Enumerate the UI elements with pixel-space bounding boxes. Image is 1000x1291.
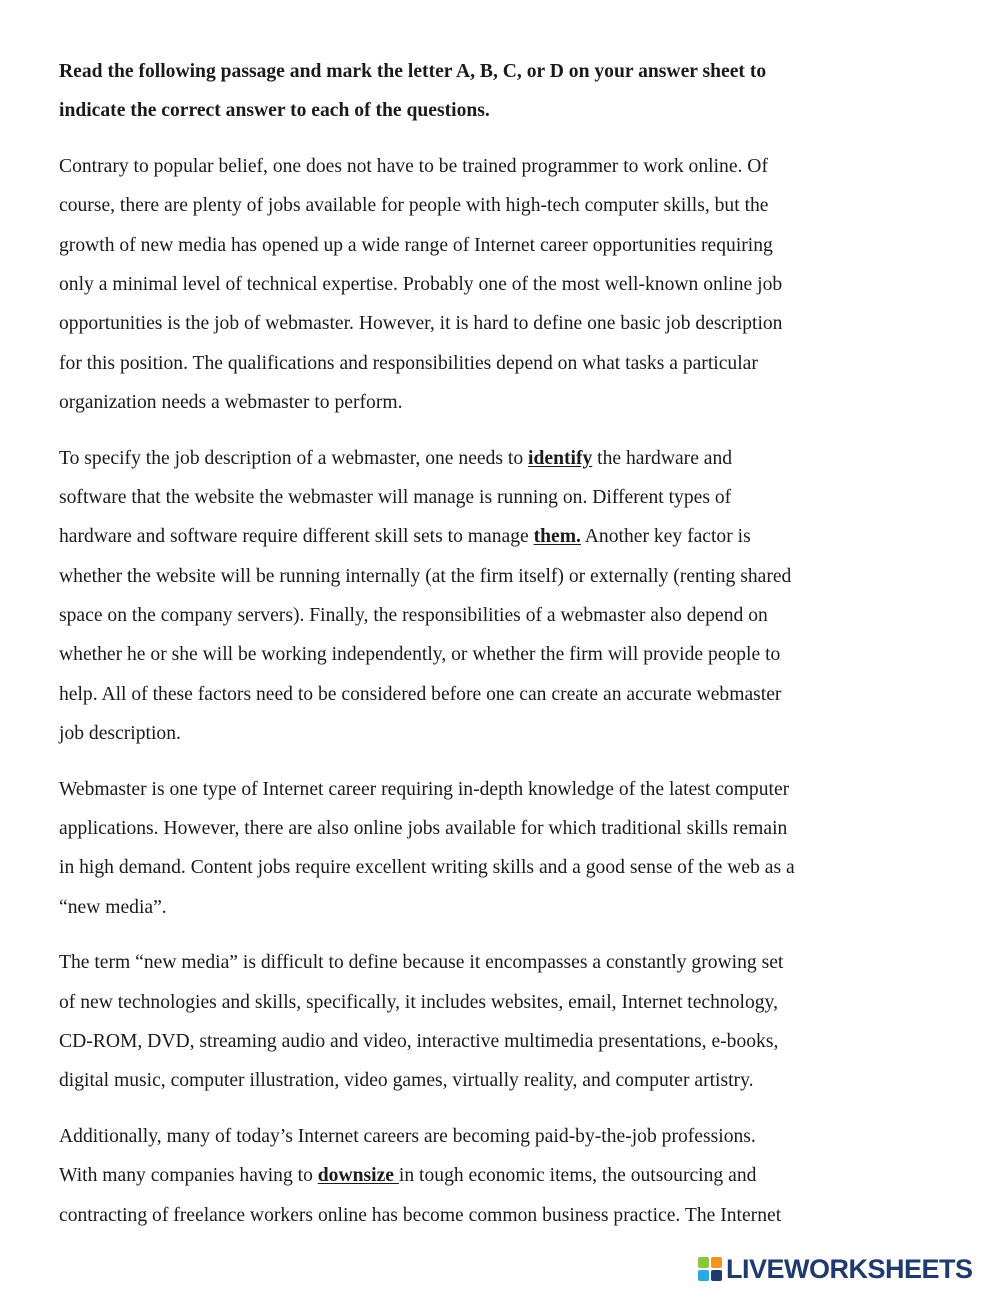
worksheet-page — [59, 52, 939, 1251]
paragraph-2 — [59, 439, 939, 754]
text-line: whether the website will be running internally (at the firm itself) or externally (renting shared — [59, 565, 792, 587]
text-fragment: in tough economic items, the outsourcing and — [398, 1165, 757, 1187]
highlighted-word-them: them. — [533, 526, 581, 548]
text-line: Webmaster is one type of Internet career requiring in-depth knowledge of the latest computer — [59, 778, 790, 800]
logo-text: LIVEWORKSHEETS — [726, 1254, 973, 1284]
text-line: space on the company servers). Finally, the responsibilities of a webmaster also depend on — [59, 605, 768, 627]
logo-square-icon — [711, 1270, 722, 1281]
text-line: for this position. The qualifications and responsibilities depend on what tasks a particular — [59, 352, 758, 374]
text-line — [59, 1156, 939, 1195]
text-fragment: hardware and software require different skill sets to manage — [59, 526, 534, 548]
text-line: whether he or she will be working independently, or whether the firm will provide people to — [59, 644, 781, 666]
text-line: “new media”. — [59, 896, 167, 918]
logo-square-icon — [711, 1257, 722, 1268]
text-line: organization needs a webmaster to perform. — [59, 392, 403, 414]
highlighted-word-downsize: downsize — [317, 1165, 399, 1187]
text-line: in high demand. Content jobs require excellent writing skills and a good sense of the web as a — [59, 857, 795, 879]
text-line: Contrary to popular belief, one does not have to be trained programmer to work online. Of — [59, 155, 768, 177]
text-line: digital music, computer illustration, video games, virtually reality, and computer artistry. — [59, 1070, 754, 1092]
text-line: software that the website the webmaster will manage is running on. Different types of — [59, 486, 732, 508]
text-line: The term “new media” is difficult to define because it encompasses a constantly growing set — [59, 952, 784, 974]
text-fragment: With many companies having to — [59, 1165, 318, 1187]
text-line: help. All of these factors need to be considered before one can create an accurate webmaster — [59, 683, 782, 705]
paragraph-5 — [59, 1117, 939, 1235]
text-line: contracting of freelance workers online has become common business practice. The Internet — [59, 1204, 782, 1226]
text-line — [59, 439, 939, 478]
text-line: course, there are plenty of jobs available for people with high-tech computer skills, but the — [59, 195, 769, 217]
text-line: opportunities is the job of webmaster. However, it is hard to define one basic job description — [59, 313, 783, 335]
text-line: CD-ROM, DVD, streaming audio and video, interactive multimedia presentations, e-books, — [59, 1030, 779, 1052]
text-line: applications. However, there are also online jobs available for which traditional skills remain — [59, 818, 788, 840]
paragraph-3 — [59, 770, 939, 928]
text-line: growth of new media has opened up a wide range of Internet career opportunities requiring — [59, 234, 773, 256]
text-fragment: To specify the job description of a webmaster, one needs to — [59, 447, 529, 469]
text-fragment: Another key factor is — [580, 526, 751, 548]
paragraph-4 — [59, 943, 939, 1101]
text-line: only a minimal level of technical expertise. Probably one of the most well-known online job — [59, 273, 783, 295]
logo-grid-icon — [698, 1257, 722, 1281]
instructions-line: Read the following passage and mark the letter A, B, C, or D on your answer sheet to — [59, 61, 767, 82]
liveworksheets-logo — [698, 1254, 973, 1284]
instructions-line: indicate the correct answer to each of the questions. — [59, 100, 490, 122]
logo-square-icon — [698, 1270, 709, 1281]
text-line: job description. — [59, 723, 181, 745]
text-line: Additionally, many of today’s Internet careers are becoming paid-by-the-job professions. — [59, 1125, 756, 1147]
logo-square-icon — [698, 1257, 709, 1268]
text-line: of new technologies and skills, specifically, it includes websites, email, Internet technology, — [59, 991, 778, 1013]
text-fragment: the hardware and — [592, 447, 733, 469]
highlighted-word-identify: identify — [528, 447, 593, 469]
text-line — [59, 517, 939, 556]
paragraph-1 — [59, 147, 939, 423]
instructions-heading — [59, 52, 939, 131]
